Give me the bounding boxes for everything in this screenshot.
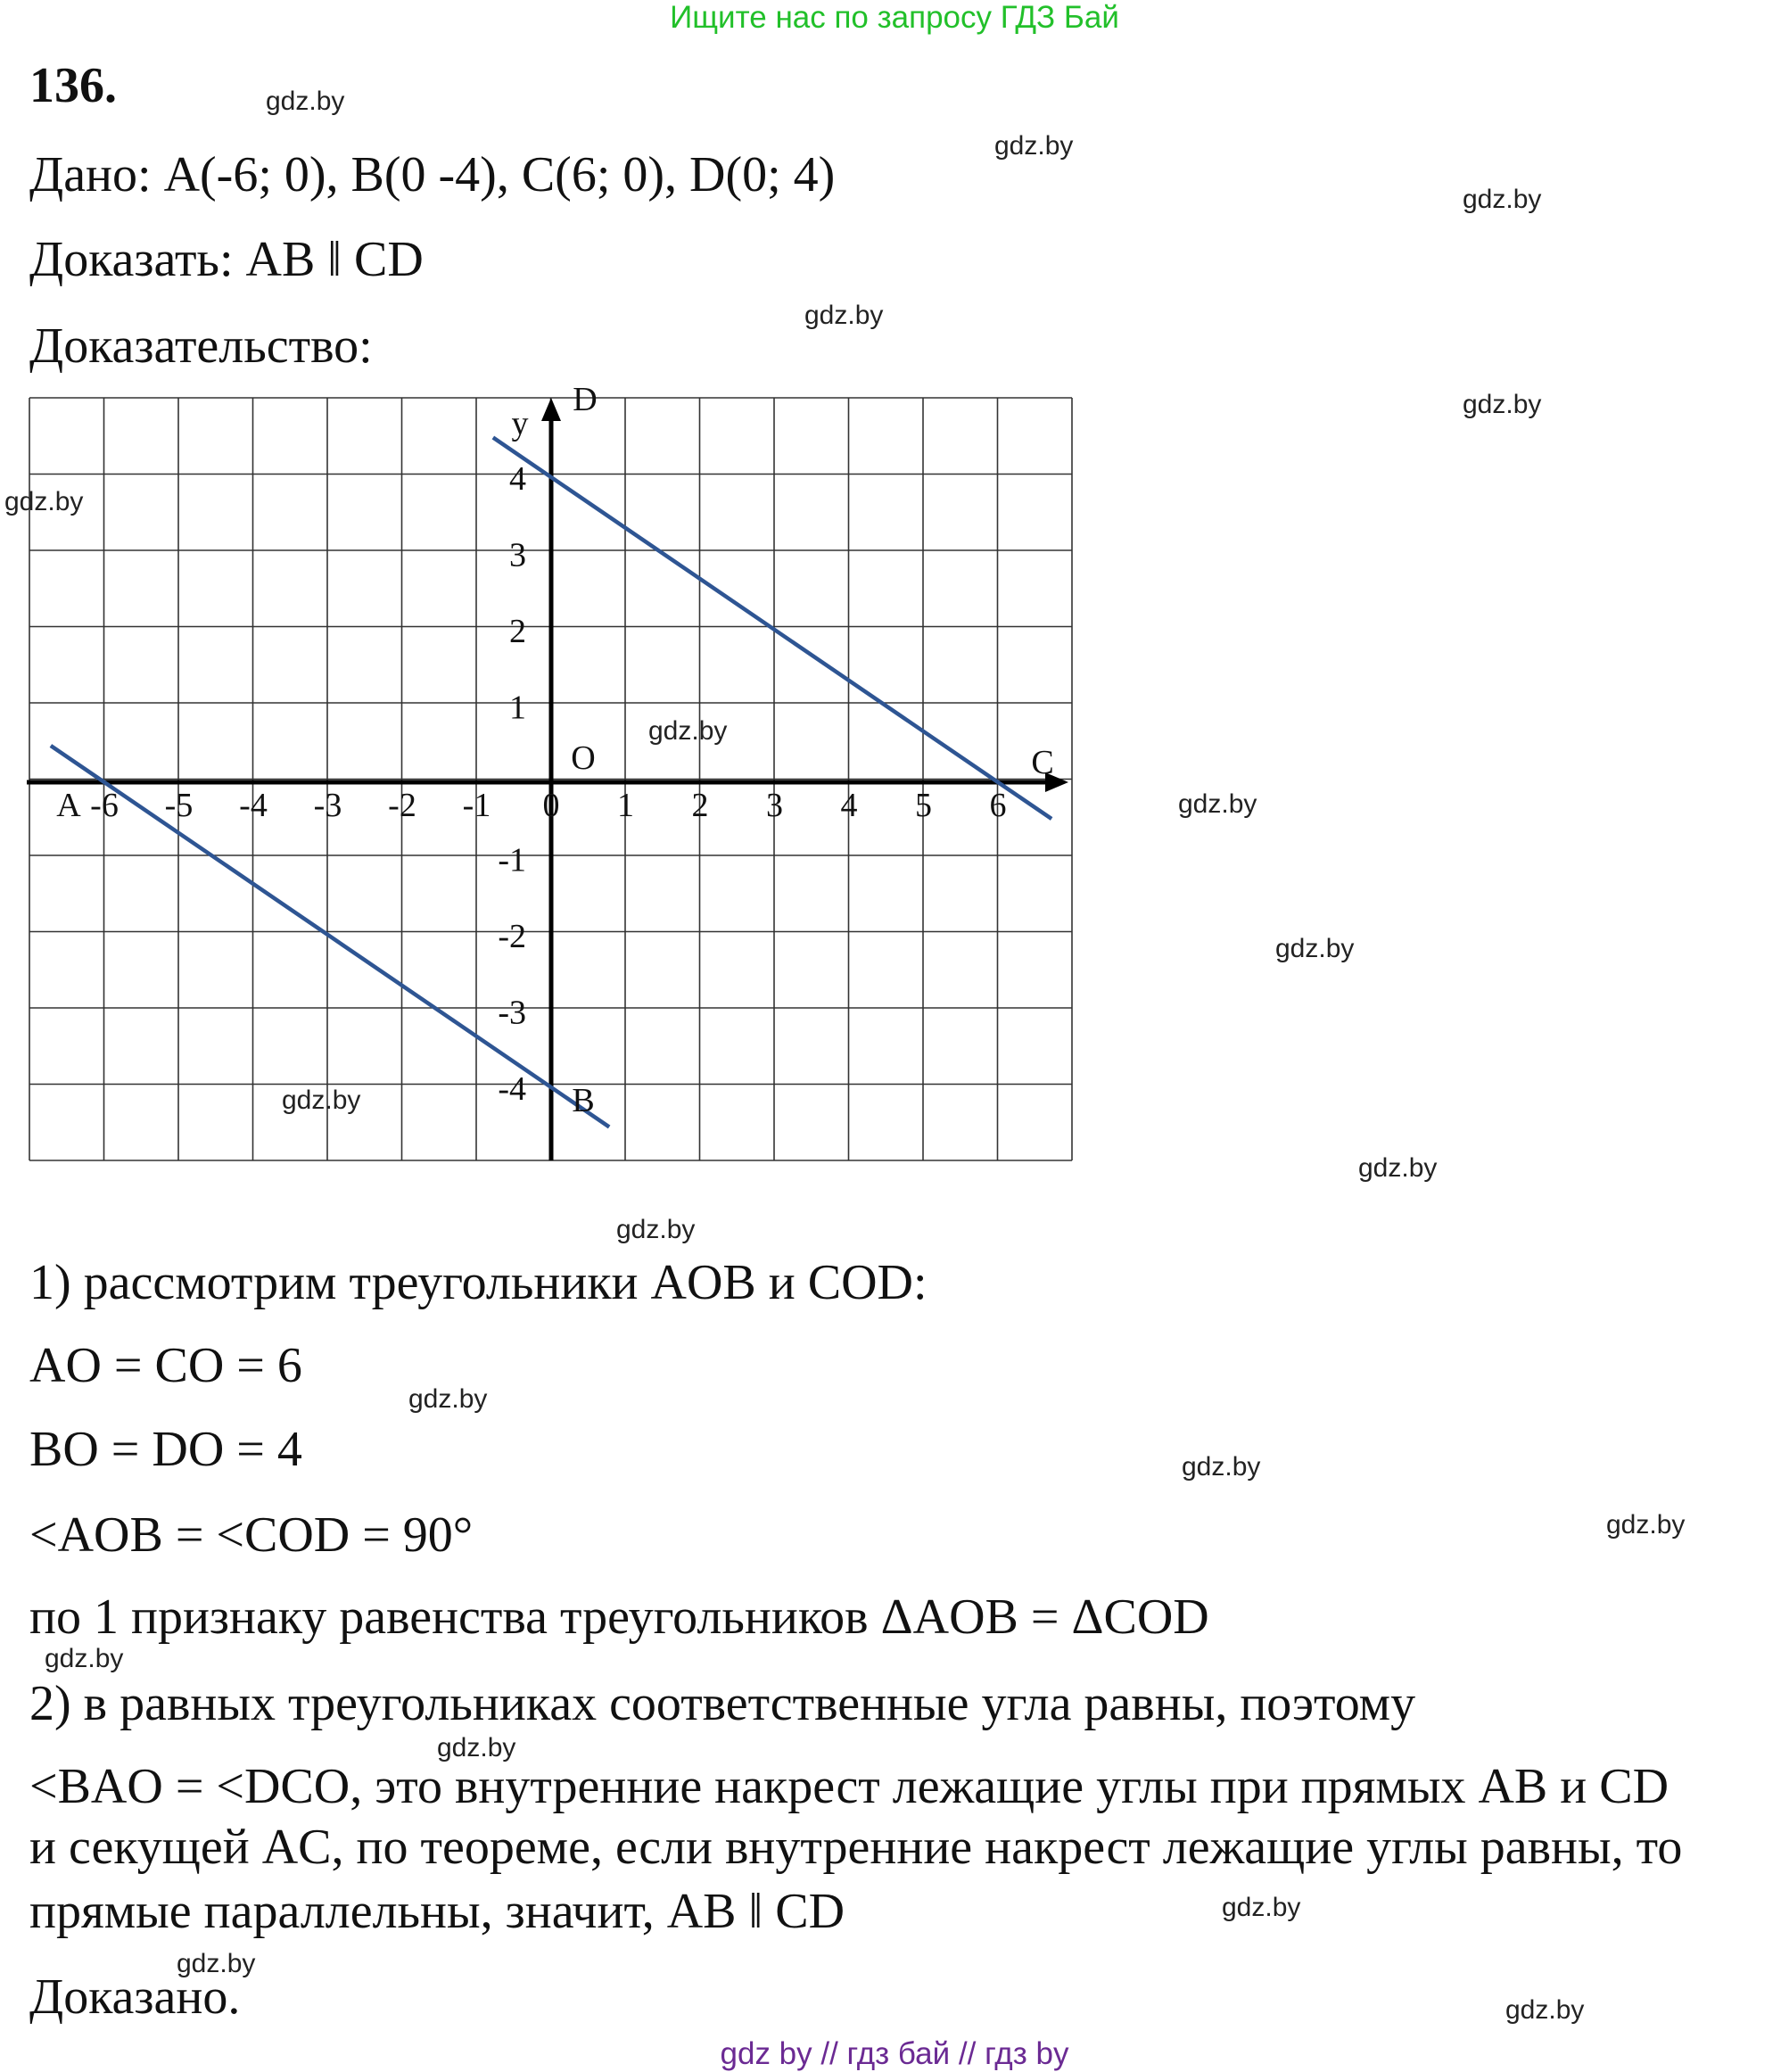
- y-tick-label: 2: [509, 613, 526, 650]
- y-axis-arrow: [541, 398, 561, 421]
- x-tick-label: -5: [164, 787, 194, 824]
- y-tick-label: -4: [498, 1070, 526, 1108]
- step-2: 2) в равных треугольниках соответственные угла равны, поэтому: [29, 1676, 1416, 1731]
- proved-line: Доказано.: [29, 1969, 241, 2025]
- watermark: gdz.by: [1606, 1510, 1686, 1540]
- x-tick-label: 4: [840, 787, 858, 824]
- step-2-line-4: прямые параллельны, значит, AB ǁ CD: [29, 1884, 845, 1939]
- x-tick-label: 6: [989, 787, 1007, 824]
- point-label-c: C: [1031, 744, 1054, 781]
- footer-links: gdz by // гдз бай // гдз by: [720, 2036, 1069, 2071]
- step-1: 1) рассмотрим треугольники AOB и COD:: [29, 1255, 927, 1310]
- origin-label: O: [571, 739, 596, 777]
- watermark: gdz.by: [1358, 1153, 1438, 1183]
- point-label-d: D: [573, 381, 598, 418]
- watermark: gdz.by: [266, 87, 345, 116]
- watermark: gdz.by: [437, 1733, 516, 1762]
- x-tick-label: -2: [388, 787, 416, 824]
- watermark: gdz.by: [1463, 390, 1542, 419]
- point-label-b: B: [572, 1082, 595, 1119]
- search-banner: Ищите нас по запросу ГДЗ Бай: [670, 0, 1119, 35]
- tick-labels: [90, 405, 1006, 1108]
- watermark: gdz.by: [1463, 185, 1542, 214]
- problem-number: 136.: [29, 58, 117, 113]
- conclusion-congruence: по 1 признаку равенства треугольников ΔAOB = ΔCOD: [29, 1589, 1209, 1645]
- x-tick-label: 3: [766, 787, 783, 824]
- x-tick-label: 5: [915, 787, 932, 824]
- y-tick-label: 1: [509, 689, 526, 727]
- step-2-line-2: <BAO = <DCO, это внутренние накрест лежащие углы при прямых AB и CD: [29, 1759, 1669, 1814]
- watermark: gdz.by: [1182, 1452, 1261, 1482]
- y-tick-label: 4: [509, 460, 526, 498]
- watermark: gdz.by: [648, 716, 728, 746]
- x-tick-label: 0: [542, 787, 560, 824]
- watermark: gdz.by: [45, 1644, 124, 1673]
- y-tick-label: 3: [509, 536, 526, 574]
- x-tick-label: -1: [462, 787, 491, 824]
- proof-heading: Доказательство:: [29, 318, 373, 374]
- x-tick-label: 2: [691, 787, 709, 824]
- y-tick-label: -1: [498, 841, 526, 879]
- watermark: gdz.by: [1275, 934, 1355, 963]
- watermark: gdz.by: [1222, 1893, 1301, 1922]
- watermark: gdz.by: [804, 301, 884, 330]
- watermark: gdz.by: [408, 1384, 488, 1414]
- watermark: gdz.by: [177, 1949, 256, 1978]
- step-2-line-3: и секущей AC, по теореме, если внутренние накрест лежащие углы равны, то: [29, 1820, 1683, 1875]
- equation-bo-do: BO = DO = 4: [29, 1422, 302, 1477]
- y-axis-label: y: [511, 405, 529, 442]
- watermark: gdz.by: [1505, 1995, 1585, 2025]
- y-tick-label: -3: [498, 994, 526, 1032]
- given-line: Дано: A(-6; 0), B(0 -4), C(6; 0), D(0; 4): [29, 147, 836, 202]
- y-tick-label: -2: [498, 918, 526, 955]
- equation-ao-co: AO = CO = 6: [29, 1338, 302, 1393]
- watermark: gdz.by: [1178, 789, 1257, 819]
- point-labels: [56, 381, 1053, 1119]
- x-tick-label: -6: [90, 787, 119, 824]
- watermark: gdz.by: [994, 131, 1074, 161]
- x-tick-label: -3: [313, 787, 342, 824]
- prove-line: Доказать: AB ǁ CD: [29, 232, 424, 287]
- watermark: gdz.by: [4, 487, 84, 516]
- watermark: gdz.by: [282, 1086, 361, 1115]
- equation-angles: <AOB = <COD = 90°: [29, 1507, 474, 1563]
- x-tick-label: 1: [617, 787, 634, 824]
- point-label-a: A: [56, 787, 81, 824]
- x-tick-label: -4: [239, 787, 268, 824]
- watermark: gdz.by: [616, 1215, 696, 1244]
